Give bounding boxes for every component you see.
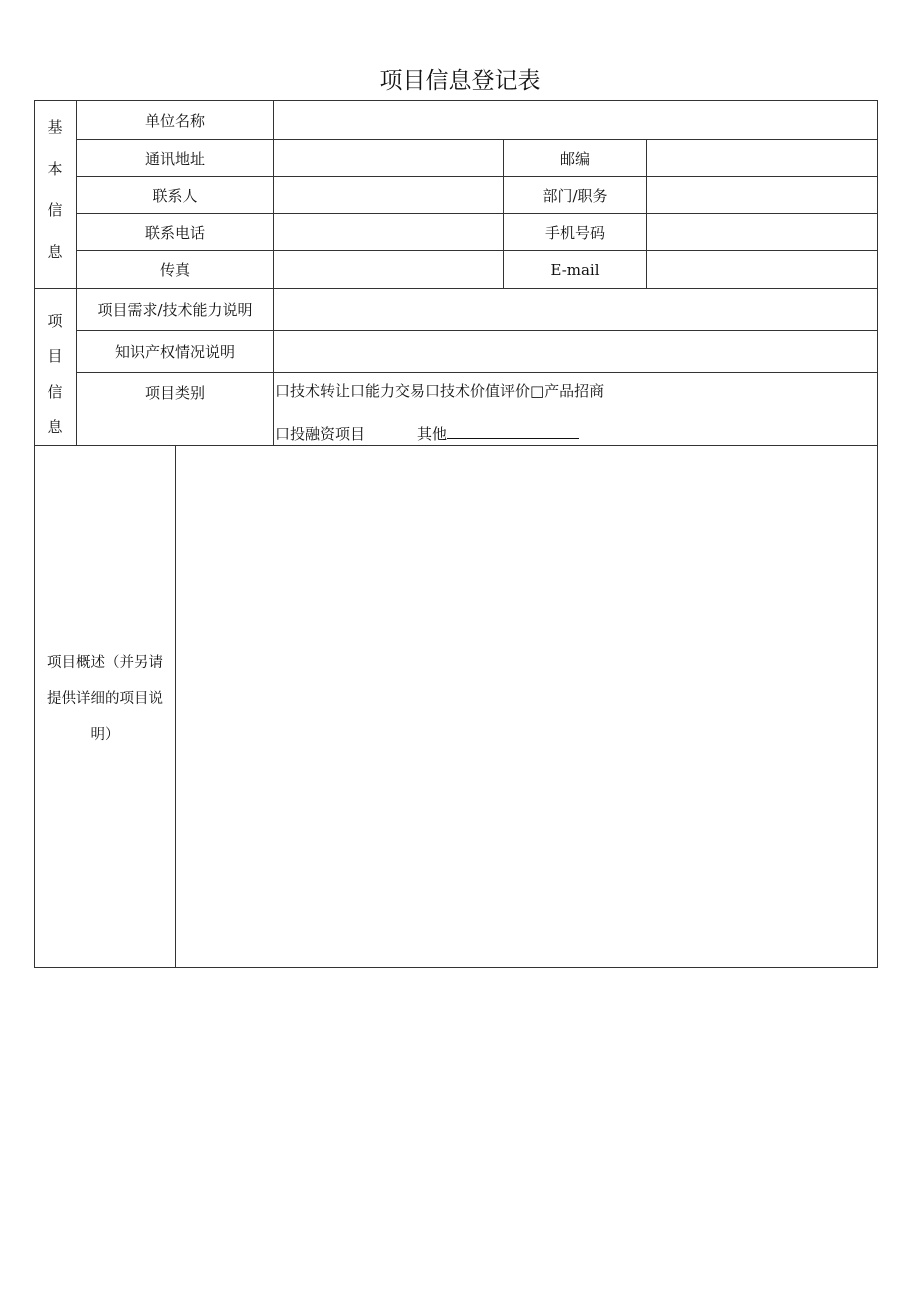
field-overview[interactable] (176, 446, 877, 967)
label-email: E-mail (550, 260, 600, 279)
section-label-char: 项 (47, 312, 63, 330)
overview-label-line: 提供详细的项目说 (47, 691, 163, 707)
field-ip[interactable] (274, 331, 877, 372)
label-mobile: 手机号码 (544, 223, 605, 242)
section-label-char: 信 (47, 201, 63, 219)
label-phone: 联系电话 (144, 223, 205, 242)
overview-label-line: 项目概述（并另请 (47, 655, 163, 671)
section-label-char: 目 (47, 347, 63, 365)
section-label-project (35, 288, 75, 445)
category-options-line1[interactable]: 口技术转让口能力交易口技术价值评价□产品招商 (275, 382, 605, 400)
overview-label (35, 645, 175, 753)
section-label-char: 息 (47, 243, 63, 261)
label-address: 通讯地址 (144, 149, 205, 168)
field-postcode[interactable] (647, 140, 877, 176)
label-ip: 知识产权情况说明 (114, 343, 235, 361)
field-email[interactable] (647, 251, 877, 288)
section-label-basic (35, 100, 75, 288)
section-label-char: 本 (47, 160, 63, 178)
section-label-char: 息 (47, 418, 63, 436)
option-investment[interactable]: 口投融资项目 (275, 425, 366, 443)
label-org-name: 单位名称 (144, 111, 205, 130)
category-options-line2 (275, 423, 579, 444)
field-project-needs[interactable] (274, 289, 877, 330)
label-dept: 部门/职务 (542, 186, 608, 205)
field-fax[interactable] (274, 251, 503, 288)
page-title: 项目信息登记表 (379, 68, 541, 94)
field-contact[interactable] (274, 177, 503, 213)
field-phone[interactable] (274, 214, 503, 250)
label-postcode: 邮编 (559, 149, 590, 168)
field-dept[interactable] (647, 177, 877, 213)
field-org-name[interactable] (274, 101, 877, 139)
label-contact: 联系人 (152, 186, 198, 205)
label-category: 项目类别 (144, 383, 205, 402)
other-blank-field[interactable] (447, 424, 579, 439)
label-project-needs: 项目需求/技术能力说明 (97, 301, 253, 319)
overview-label-line: 明） (90, 727, 120, 743)
field-address[interactable] (274, 140, 503, 176)
field-mobile[interactable] (647, 214, 877, 250)
section-label-char: 信 (47, 383, 63, 401)
label-fax: 传真 (159, 261, 190, 279)
section-label-char: 基 (47, 118, 63, 136)
option-other-label: 其他 (417, 425, 448, 443)
